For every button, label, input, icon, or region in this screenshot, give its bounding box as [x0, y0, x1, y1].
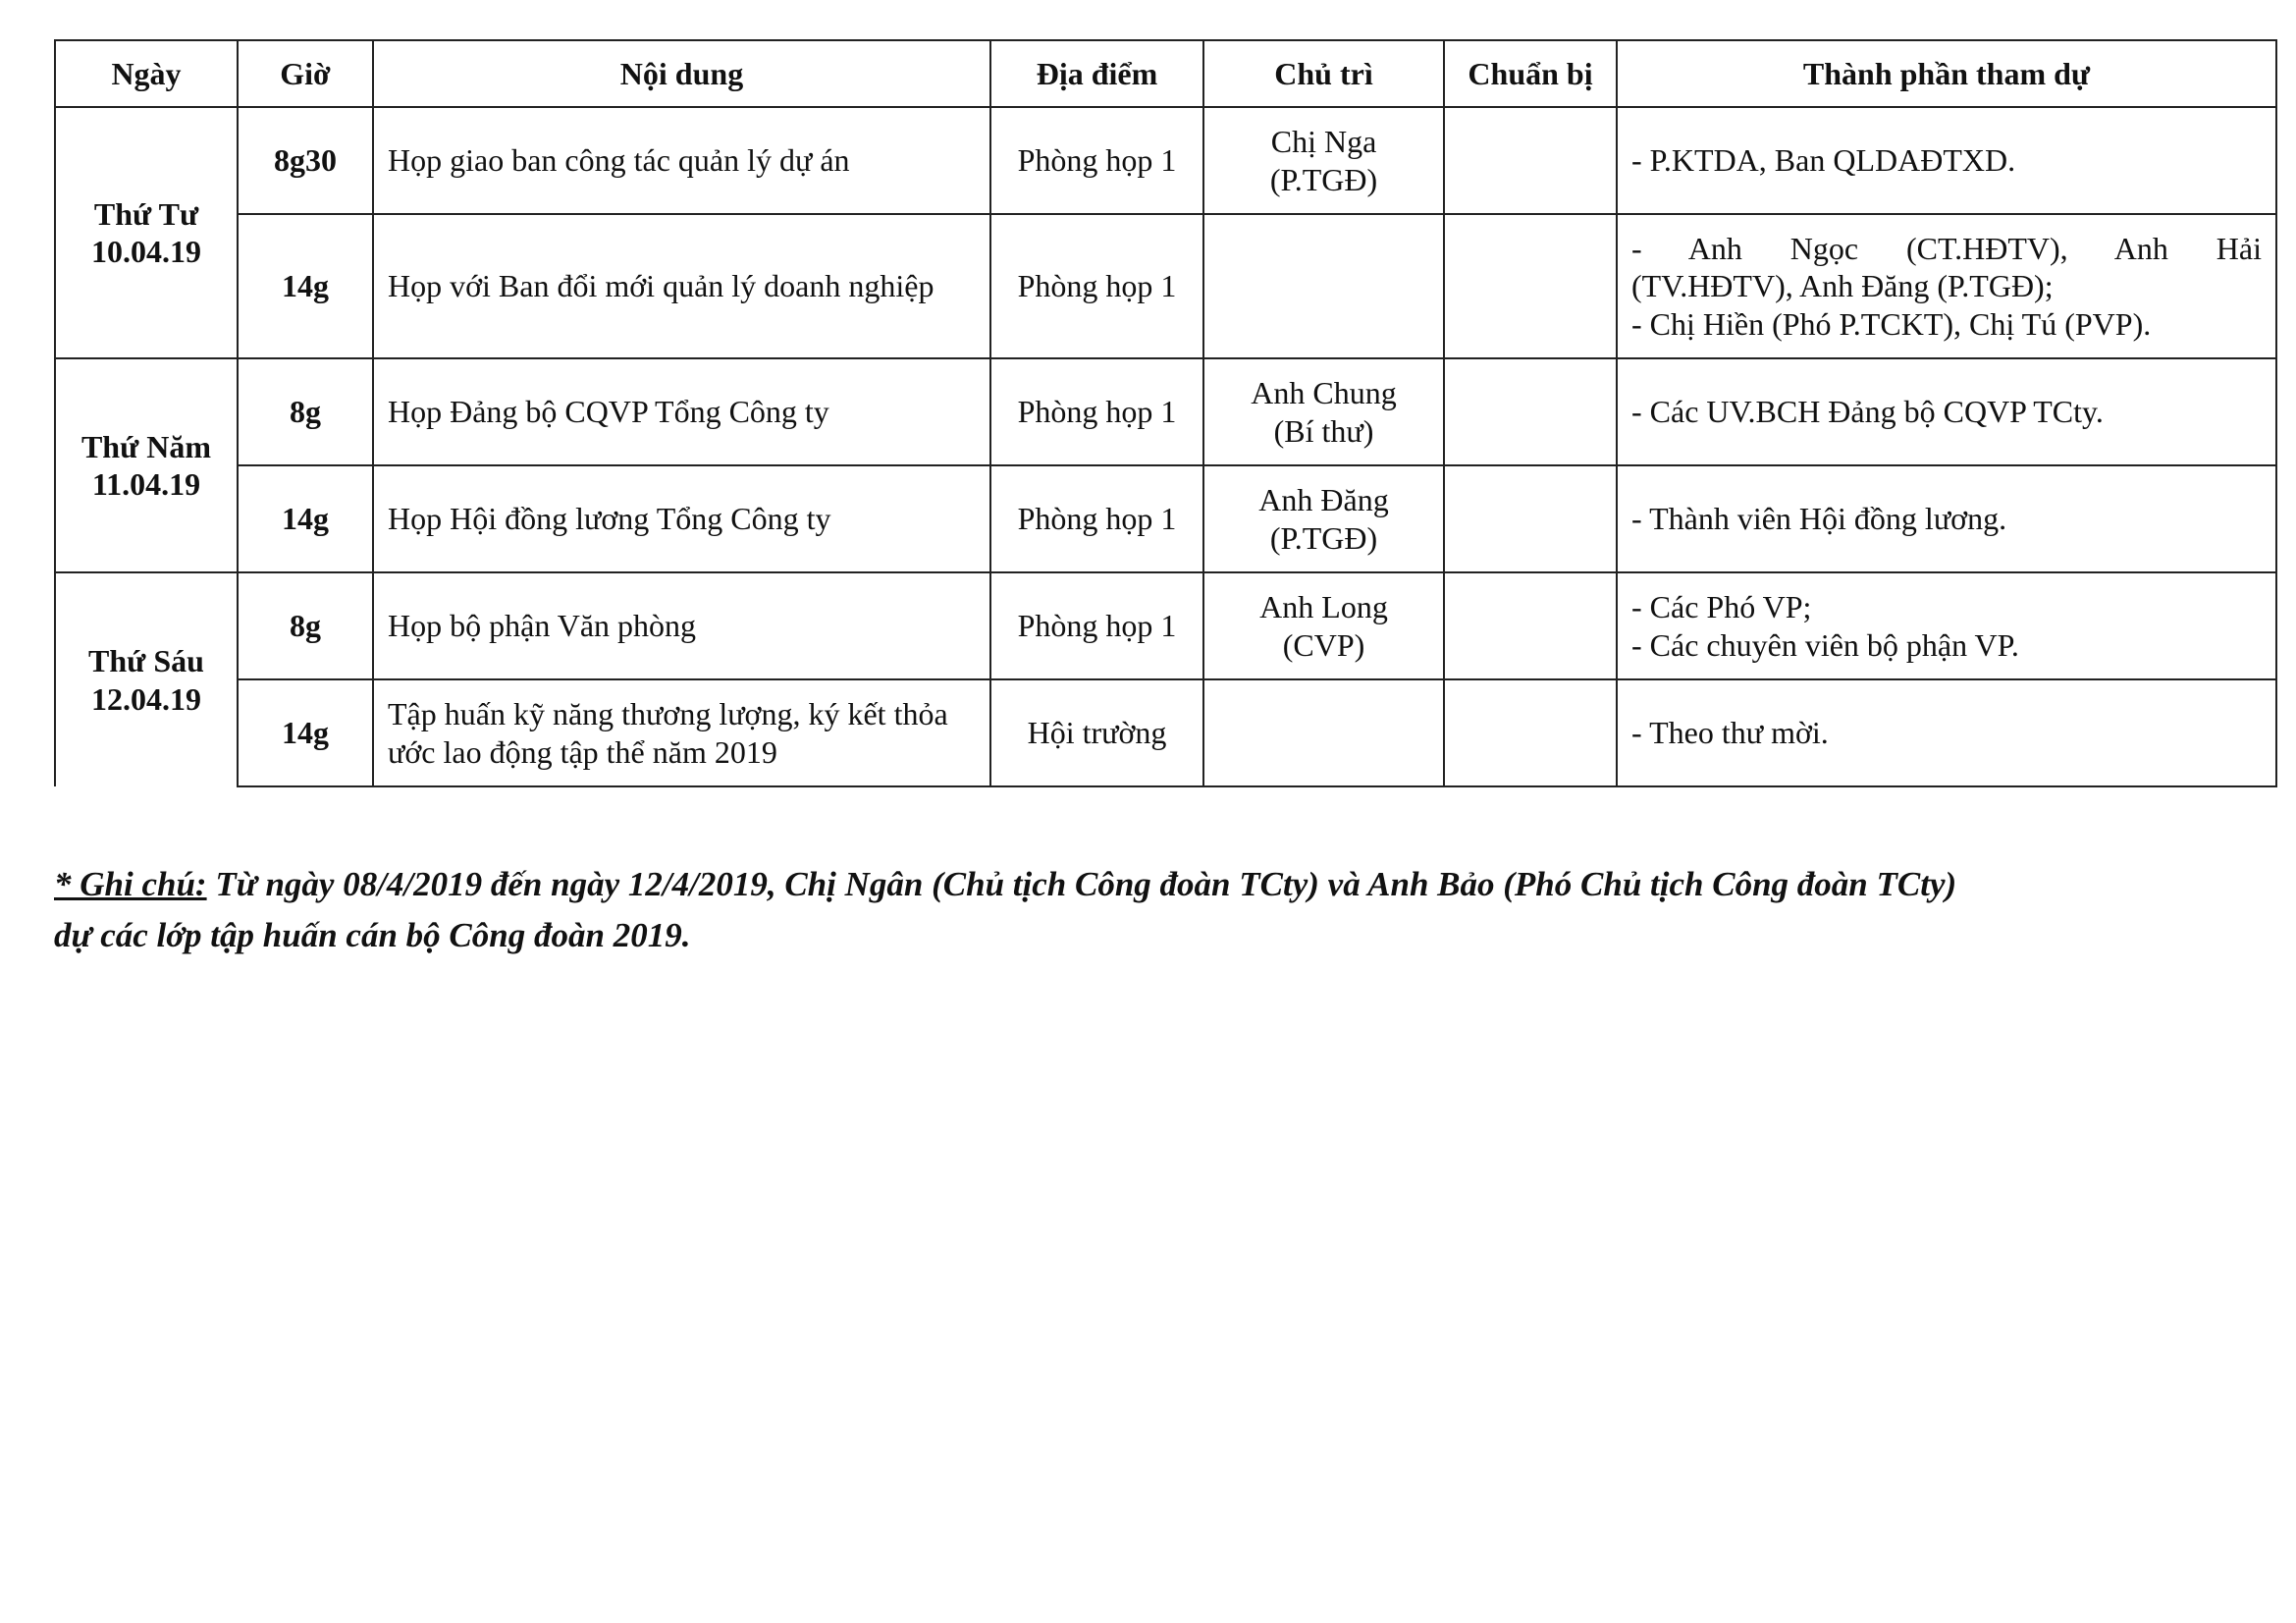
attendee-line: - Thành viên Hội đồng lương.: [1631, 501, 2007, 537]
table-row: [55, 465, 2276, 572]
attendee-line: - Các chuyên viên bộ phận VP.: [1631, 626, 2019, 663]
footnote-line-2: dự các lớp tập huấn cán bộ Công đoàn 2019.: [54, 916, 691, 954]
content-line: Tập huấn kỹ năng thương lượng, ký kết thỏa: [388, 696, 948, 732]
footnote: [54, 859, 2275, 961]
table-header-row: [55, 40, 2276, 107]
header-chuan-bi: Chuẩn bị: [1444, 40, 1617, 107]
table-row: [55, 572, 2276, 679]
chair-line: (CVP): [1282, 626, 1365, 663]
table-row: [55, 358, 2276, 465]
day-name: Thứ Năm: [80, 428, 212, 464]
header-ngay: Ngày: [55, 40, 238, 107]
content-cell: [373, 572, 990, 679]
day-name: Thứ Sáu: [88, 643, 204, 679]
attendees-cell: [1617, 358, 2276, 465]
header-noi-dung: Nội dung: [373, 40, 990, 107]
table-row: [55, 214, 2276, 358]
content-line: ước lao động tập thể năm 2019: [388, 733, 777, 770]
header-thanh-phan: Thành phần tham dự: [1617, 40, 2276, 107]
time-cell: 14g: [238, 214, 373, 358]
content-line: Họp bộ phận Văn phòng: [388, 608, 697, 644]
day-date: 10.04.19: [91, 234, 201, 269]
time-cell: 8g: [238, 572, 373, 679]
chair-cell: [1203, 572, 1444, 679]
attendees-cell: [1617, 107, 2276, 214]
attendee-line: - Các Phó VP;: [1631, 589, 1812, 625]
content-cell: [373, 214, 990, 358]
time-cell: 14g: [238, 465, 373, 572]
attendees-cell: [1617, 214, 2276, 358]
location-cell: Phòng họp 1: [990, 107, 1203, 214]
chair-cell: [1203, 465, 1444, 572]
footnote-text-1: Từ ngày 08/4/2019 đến ngày 12/4/2019, Chị Ngân (Chủ tịch Công đoàn TCty) và Anh Bảo (Phó Chủ tịch Công đoàn TCty): [206, 865, 1957, 903]
content-cell: [373, 107, 990, 214]
attendees-cell: [1617, 465, 2276, 572]
prepare-cell: [1444, 358, 1617, 465]
chair-cell: [1203, 107, 1444, 214]
chair-cell: [1203, 679, 1444, 786]
day-name: Thứ Tư: [93, 195, 199, 232]
attendee-line: (TV.HĐTV), Anh Đăng (P.TGĐ);: [1631, 268, 2054, 304]
table-row: [55, 107, 2276, 214]
content-cell: [373, 679, 990, 786]
attendees-cell: [1617, 572, 2276, 679]
prepare-cell: [1444, 572, 1617, 679]
day-date: 11.04.19: [91, 466, 201, 502]
chair-line: (P.TGĐ): [1269, 161, 1378, 197]
footnote-label: * Ghi chú:: [54, 865, 207, 903]
attendee-line: - P.KTDA, Ban QLDAĐTXD.: [1631, 142, 2016, 179]
content-line: Họp Hội đồng lương Tổng Công ty: [388, 501, 831, 537]
header-gio: Giờ: [238, 40, 373, 107]
header-dia-diem: Địa điểm: [990, 40, 1203, 107]
chair-line: Anh Đăng: [1258, 482, 1389, 518]
table-row: [55, 679, 2276, 786]
content-cell: [373, 465, 990, 572]
time-cell: 8g30: [238, 107, 373, 214]
time-cell: 8g: [238, 358, 373, 465]
day-date: 12.04.19: [91, 680, 201, 717]
attendee-line: - Chị Hiền (Phó P.TCKT), Chị Tú (PVP).: [1631, 305, 2152, 342]
content-line: Họp Đảng bộ CQVP Tổng Công ty: [388, 394, 829, 430]
attendee-line: - Anh Ngọc (CT.HĐTV), Anh Hải: [1631, 230, 2262, 266]
attendees-cell: [1617, 679, 2276, 786]
day-cell: [55, 358, 238, 572]
location-cell: Phòng họp 1: [990, 214, 1203, 358]
chair-line: Chị Nga: [1270, 124, 1377, 160]
footnote-line-1: [54, 859, 2275, 910]
prepare-cell: [1444, 465, 1617, 572]
chair-cell: [1203, 214, 1444, 358]
prepare-cell: [1444, 214, 1617, 358]
day-cell: [55, 107, 238, 358]
day-cell: [55, 572, 238, 786]
location-cell: Hội trường: [990, 679, 1203, 786]
chair-line: Anh Chung: [1251, 375, 1397, 411]
prepare-cell: [1444, 107, 1617, 214]
location-cell: Phòng họp 1: [990, 465, 1203, 572]
content-line: Họp với Ban đổi mới quản lý doanh nghiệp: [388, 268, 934, 304]
location-cell: Phòng họp 1: [990, 572, 1203, 679]
time-cell: 14g: [238, 679, 373, 786]
header-chu-tri: Chủ trì: [1203, 40, 1444, 107]
attendee-line: - Các UV.BCH Đảng bộ CQVP TCty.: [1631, 394, 2104, 430]
content-line: Họp giao ban công tác quản lý dự án: [388, 142, 850, 179]
attendee-line: - Theo thư mời.: [1631, 715, 1829, 751]
chair-line: (Bí thư): [1273, 412, 1374, 449]
schedule-table: [54, 39, 2277, 787]
location-cell: Phòng họp 1: [990, 358, 1203, 465]
chair-cell: [1203, 358, 1444, 465]
chair-line: Anh Long: [1259, 589, 1388, 625]
prepare-cell: [1444, 679, 1617, 786]
chair-line: (P.TGĐ): [1269, 519, 1378, 556]
content-cell: [373, 358, 990, 465]
